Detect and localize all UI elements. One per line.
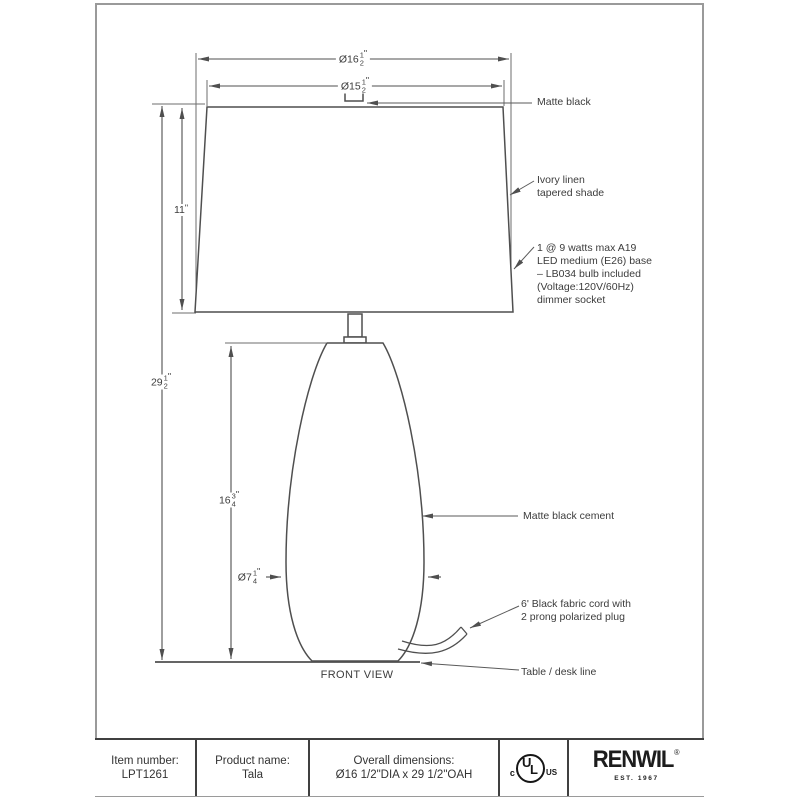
body-outline xyxy=(286,343,424,661)
overall-dimensions-label: Overall dimensions: xyxy=(353,754,455,767)
callout-body: Matte black cement xyxy=(523,510,615,522)
view-caption: FRONT VIEW xyxy=(320,669,394,681)
registered-mark: ® xyxy=(674,748,680,758)
dim-value: 11 xyxy=(173,204,185,216)
dim-unit: " xyxy=(256,566,261,577)
callout-table-line: Table / desk line xyxy=(521,666,597,678)
dim-fraction: 1 2 xyxy=(359,50,364,67)
product-name-label: Product name: xyxy=(215,754,290,767)
brand-established: EST. 1967 xyxy=(614,775,659,783)
dim-shade-top-diameter xyxy=(338,75,372,94)
dim-unit: " xyxy=(167,371,172,382)
dim-body-diameter xyxy=(235,566,263,585)
dim-fraction: 1 2 xyxy=(163,373,168,390)
neck-outline xyxy=(348,314,362,337)
dim-overall-height xyxy=(148,371,174,390)
callout-cord: 6' Black fabric cord with 2 prong polarized plug xyxy=(521,598,631,623)
callout-shade: Ivory linen tapered shade xyxy=(537,174,605,199)
callout-bulb: 1 @ 9 watts max A19 LED medium (E26) base – LB034 bulb included (Voltage:120V/60Hz) dimmer socket xyxy=(537,242,652,306)
renwil-logo xyxy=(589,746,683,787)
dim-unit: " xyxy=(365,75,370,86)
dim-fraction: 1 4 xyxy=(252,568,257,585)
certification-cell xyxy=(500,740,569,796)
brand-name: RENWIL xyxy=(593,746,674,774)
callout-finial: Matte black xyxy=(537,96,591,108)
dim-shade-outer-diameter xyxy=(336,48,370,67)
shade-outline xyxy=(195,107,513,312)
product-name-cell xyxy=(197,740,310,796)
item-number-cell xyxy=(95,740,197,796)
title-block xyxy=(95,738,704,796)
dim-value: 29 xyxy=(150,376,163,388)
dim-value: Ø7 xyxy=(237,571,252,583)
neck-flange-outline xyxy=(344,337,366,343)
cul-us-icon: c U L US xyxy=(510,754,557,783)
dim-value: Ø15 xyxy=(340,80,361,92)
product-name-value: Tala xyxy=(241,769,264,781)
dim-body-height xyxy=(216,489,242,508)
dim-unit: " xyxy=(235,489,240,500)
dim-value: 16 xyxy=(218,494,231,506)
dim-unit: " xyxy=(363,48,368,59)
item-number-value: LPT1261 xyxy=(121,769,169,781)
dim-fraction: 3 4 xyxy=(231,491,236,508)
dim-shade-height xyxy=(171,204,191,216)
item-number-label: Item number: xyxy=(111,754,179,767)
overall-dimensions-cell xyxy=(310,740,500,796)
dim-unit: " xyxy=(184,203,189,213)
dim-value: Ø16 xyxy=(338,53,359,65)
overall-dimensions-value: Ø16 1/2"DIA x 29 1/2"OAH xyxy=(335,769,473,781)
ul-circle-icon: U L xyxy=(516,754,545,783)
dim-fraction: 1 2 xyxy=(361,77,366,94)
brand-cell xyxy=(569,740,704,796)
